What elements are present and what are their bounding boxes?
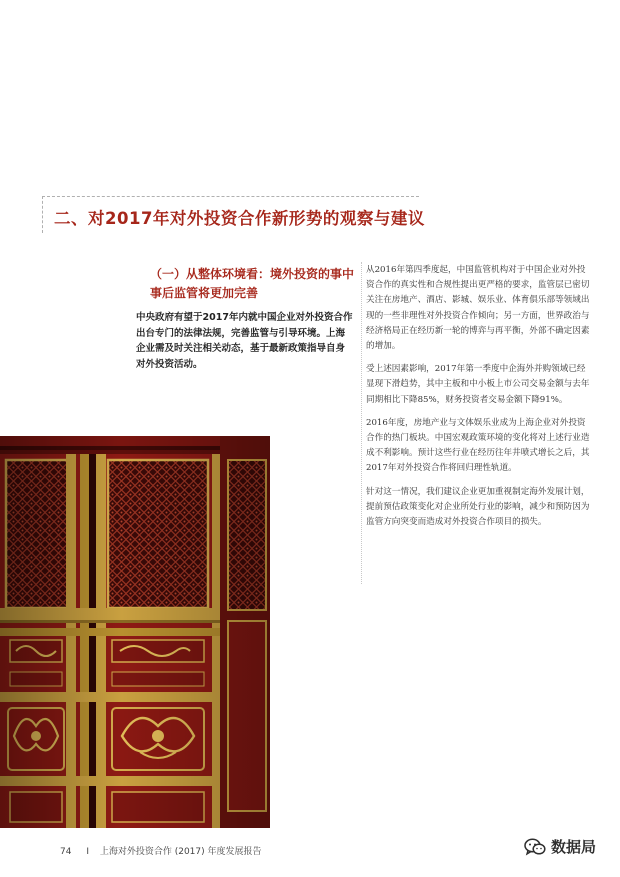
watermark-text: 数据局	[551, 838, 597, 856]
report-title: 上海对外投资合作 (2017) 年度发展报告	[99, 847, 262, 857]
section-title: 二、对2017年对外投资合作新形势的观察与建议	[54, 209, 425, 228]
subsection-summary: 中央政府有望于2017年内就中国企业对外投资合作出台专门的法律法规，完善监管与引导环境。上海企业需及时关注相关动态，基于最新政策指导自身对外投资活动。	[136, 312, 353, 370]
page-footer	[60, 844, 262, 857]
body-column	[366, 263, 590, 538]
source-watermark	[524, 836, 596, 857]
body-paragraph: 从2016年第四季度起，中国监管机构对于中国企业对外投资合作的真实性和合规性提出更严格的要求，监管层已密切关注在房地产、酒店、影城、娱乐业、体育俱乐部等领域出现的一些非理性对外投资合作倾向；另一方面，世界政治与经济格局正在经历新一轮的博弈与再平衡，外部不确定因素的增加。	[366, 265, 590, 352]
page-number: 74	[60, 847, 72, 857]
footer-separator: I	[86, 847, 89, 857]
wechat-icon	[524, 838, 546, 856]
palace-door-image	[0, 436, 270, 828]
subsection-heading: （一）从整体环境看：境外投资的事中事后监管将更加完善	[150, 267, 355, 300]
column-divider	[361, 262, 362, 584]
body-paragraph: 针对这一情况，我们建议企业更加重视制定海外发展计划，提前预估政策变化对企业所处行业的影响，减少和预防因为监管方向突变而造成对外投资合作项目的损失。	[366, 486, 590, 528]
body-paragraph: 受上述因素影响，2017年第一季度中企海外并购领域已经显现下滑趋势，其中主板和中小板上市公司交易金额与去年同期相比下降85%，财务投资者交易金额下降91%。	[366, 364, 590, 405]
body-paragraph: 2016年度，房地产业与文体娱乐业成为上海企业对外投资合作的热门板块。中国宏观政策环境的变化将对上述行业造成不利影响。预计这些行业在经历往年井喷式增长之后，其2017年对外投资合作将回归理性轨道。	[366, 417, 590, 474]
